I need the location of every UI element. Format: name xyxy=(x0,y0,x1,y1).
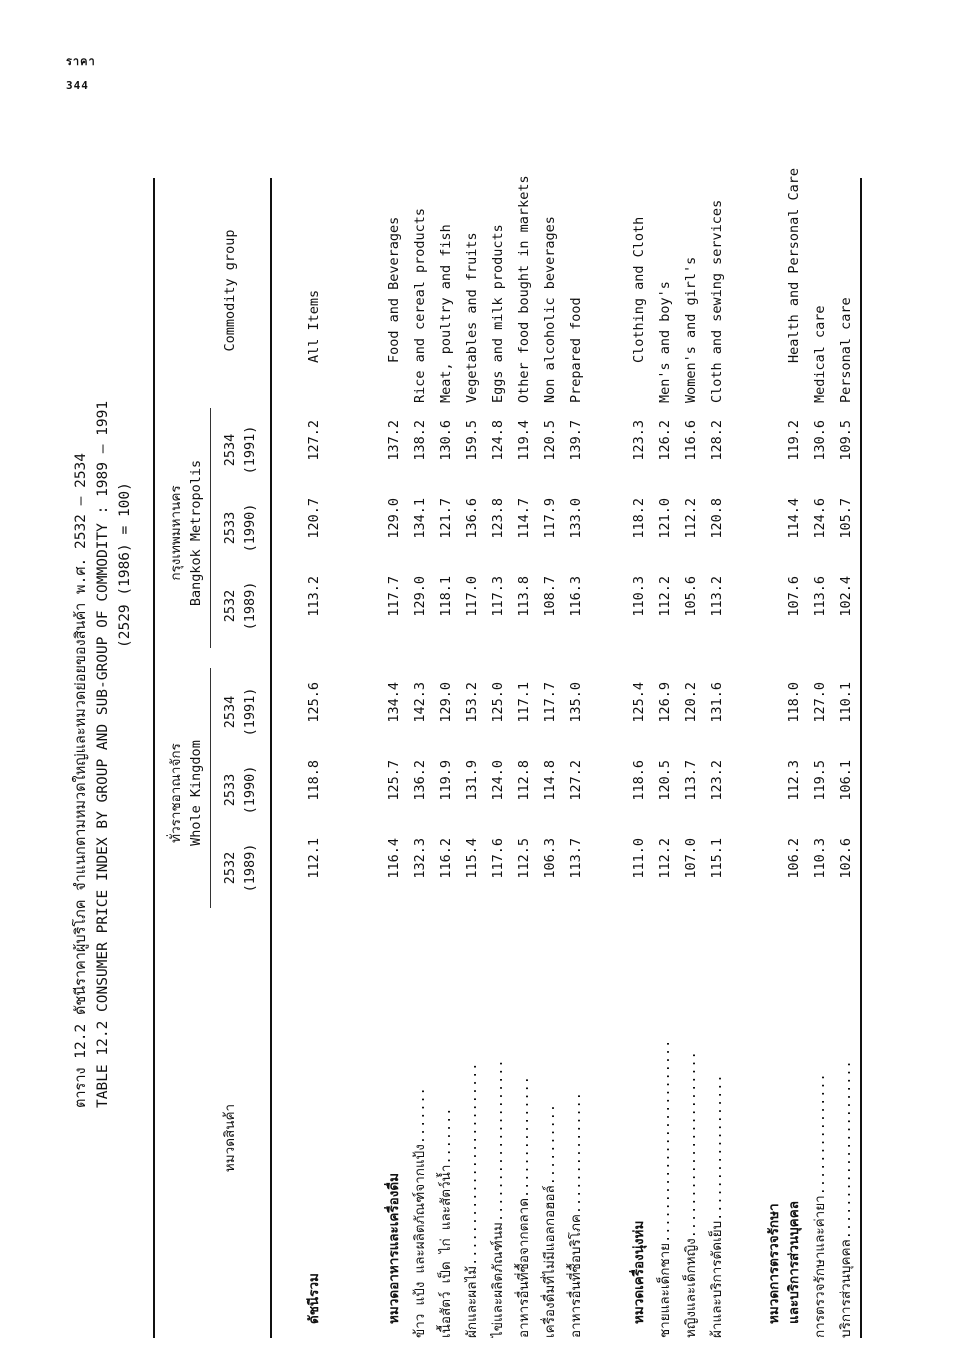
row-label-thai: ชายและเด็กชาย......................... xyxy=(657,1039,673,1338)
page-number: 344 xyxy=(66,79,89,92)
whole-kingdom-value: 112.5 xyxy=(516,838,532,879)
whole-kingdom-value: 107.0 xyxy=(683,838,699,879)
row-label-thai: ข้าว แป้ง และผลิตภัณฑ์จากแป้ง....... xyxy=(412,1087,428,1338)
year-header-1 xyxy=(220,750,260,830)
bangkok-value: 139.7 xyxy=(568,420,584,461)
row-label-english: Vegetables and fruits xyxy=(464,232,480,403)
bangkok-value: 130.6 xyxy=(438,420,454,461)
year-header-3 xyxy=(220,566,260,646)
row-label-english: Eggs and milk products xyxy=(490,224,506,403)
bangkok-value: 121.7 xyxy=(438,498,454,539)
bangkok-value: 113.6 xyxy=(812,576,828,617)
row-label-thai: ดัชนีรวม xyxy=(306,1273,322,1324)
whole-kingdom-value: 114.8 xyxy=(542,760,558,801)
whole-kingdom-value: 120.2 xyxy=(683,682,699,723)
whole-kingdom-value: 125.7 xyxy=(386,760,402,801)
row-label-thai: อาหารอื่นที่ซื้อจากตลาด............... xyxy=(516,1076,532,1338)
bangkok-value: 113.2 xyxy=(709,576,725,617)
whole-kingdom-value: 116.2 xyxy=(438,838,454,879)
bangkok-value: 120.8 xyxy=(709,498,725,539)
bangkok-value: 138.2 xyxy=(412,420,428,461)
row-label-english: Clothing and Cloth xyxy=(631,216,647,363)
bangkok-value: 117.0 xyxy=(464,576,480,617)
bangkok-value: 137.2 xyxy=(386,420,402,461)
bangkok-value: 130.6 xyxy=(812,420,828,461)
whole-kingdom-value: 110.3 xyxy=(812,838,828,879)
whole-kingdom-value: 106.3 xyxy=(542,838,558,879)
year-ad: (1989) xyxy=(242,581,258,631)
bangkok-value: 102.4 xyxy=(838,576,854,617)
bangkok-value: 107.6 xyxy=(786,576,802,617)
whole-kingdom-value: 125.0 xyxy=(490,682,506,723)
whole-kingdom-value: 135.0 xyxy=(568,682,584,723)
bangkok-value: 117.7 xyxy=(386,576,402,617)
header-bangkok-thai: กรุงเทพมหานคร xyxy=(168,485,184,581)
header-whole-kingdom-thai: ทั่วราชอาณาจักร xyxy=(168,743,184,843)
header-whole-kingdom-en: Whole Kingdom xyxy=(188,740,204,846)
bangkok-value: 121.0 xyxy=(657,498,673,539)
bangkok-value: 112.2 xyxy=(657,576,673,617)
whole-kingdom-value: 119.5 xyxy=(812,760,828,801)
header-left-col: หมวดสินค้า xyxy=(222,1103,238,1173)
bangkok-value: 114.7 xyxy=(516,498,532,539)
whole-kingdom-value: 117.1 xyxy=(516,682,532,723)
bangkok-value: 113.2 xyxy=(306,576,322,617)
year-header-0 xyxy=(220,828,260,908)
row-label-thai: และบริการส่วนบุคคล xyxy=(786,1200,802,1324)
whole-kingdom-value: 112.2 xyxy=(657,838,673,879)
whole-kingdom-value: 120.5 xyxy=(657,760,673,801)
whole-kingdom-value: 115.1 xyxy=(709,838,725,879)
bangkok-value: 112.2 xyxy=(683,498,699,539)
page-label: ราคา xyxy=(66,55,96,68)
bangkok-value: 119.2 xyxy=(786,420,802,461)
bangkok-value: 114.4 xyxy=(786,498,802,539)
row-label-thai: ไข่และผลิตภัณฑ์นม.................... xyxy=(490,1059,506,1338)
row-label-english: Food and Beverages xyxy=(386,216,402,363)
whole-kingdom-value: 131.6 xyxy=(709,682,725,723)
year-header-2 xyxy=(220,672,260,752)
row-label-english: Meat, poultry and fish xyxy=(438,224,454,403)
title-base-year: (2529 (1986) = 100) xyxy=(117,482,133,648)
whole-kingdom-value: 118.0 xyxy=(786,682,802,723)
row-label-thai: หมวดอาหารและเครื่องดื่ม xyxy=(386,1172,402,1324)
bangkok-value: 116.6 xyxy=(683,420,699,461)
header-bottom-rule xyxy=(270,178,272,1338)
whole-kingdom-value: 132.3 xyxy=(412,838,428,879)
whole-kingdom-value: 125.4 xyxy=(631,682,647,723)
page-header xyxy=(66,50,96,98)
whole-kingdom-value: 118.6 xyxy=(631,760,647,801)
year-ad: (1991) xyxy=(242,687,258,737)
bangkok-value: 116.3 xyxy=(568,576,584,617)
bangkok-value: 119.4 xyxy=(516,420,532,461)
year-ad: (1991) xyxy=(242,425,258,475)
bangkok-value: 129.0 xyxy=(412,576,428,617)
year-ad: (1989) xyxy=(242,843,258,893)
bangkok-value: 127.2 xyxy=(306,420,322,461)
bangkok-value: 124.8 xyxy=(490,420,506,461)
whole-kingdom-value: 126.9 xyxy=(657,682,673,723)
row-label-english: Personal care xyxy=(838,297,854,403)
row-label-thai: การตรวจรักษาและค่ายา............... xyxy=(812,1073,828,1338)
bangkok-value: 118.2 xyxy=(631,498,647,539)
whole-kingdom-value: 106.1 xyxy=(838,760,854,801)
row-label-thai: หญิงและเด็กหญิง....................... xyxy=(683,1051,699,1338)
whole-kingdom-value: 119.9 xyxy=(438,760,454,801)
bangkok-value: 124.6 xyxy=(812,498,828,539)
whole-kingdom-value: 142.3 xyxy=(412,682,428,723)
row-label-english: Health and Personal Care xyxy=(786,167,802,363)
whole-kingdom-value: 117.7 xyxy=(542,682,558,723)
whole-kingdom-value: 116.4 xyxy=(386,838,402,879)
row-label-thai: เครื่องดื่มที่ไม่มีแอลกอฮอล์.......... xyxy=(542,1103,558,1338)
row-label-thai: หมวดการตรวจรักษา xyxy=(766,1203,782,1324)
bangkok-value: 105.6 xyxy=(683,576,699,617)
whole-kingdom-value: 127.0 xyxy=(812,682,828,723)
year-ad: (1990) xyxy=(242,503,258,553)
whole-kingdom-value: 111.0 xyxy=(631,838,647,879)
bangkok-value: 123.8 xyxy=(490,498,506,539)
bangkok-value: 118.1 xyxy=(438,576,454,617)
year-be: 2533 xyxy=(222,773,238,807)
whole-kingdom-value: 112.1 xyxy=(306,838,322,879)
year-be: 2534 xyxy=(222,433,238,467)
row-label-english: Men's and boy's xyxy=(657,281,673,403)
bangkok-value: 133.0 xyxy=(568,498,584,539)
table-title xyxy=(70,208,136,1108)
bangkok-value: 134.1 xyxy=(412,498,428,539)
whole-kingdom-value: 153.2 xyxy=(464,682,480,723)
whole-kingdom-value: 113.7 xyxy=(568,838,584,879)
year-be: 2533 xyxy=(222,511,238,545)
top-rule xyxy=(153,178,155,1338)
whole-kingdom-value: 112.8 xyxy=(516,760,532,801)
bangkok-value: 109.5 xyxy=(838,420,854,461)
bangkok-value: 113.8 xyxy=(516,576,532,617)
whole-kingdom-value: 125.6 xyxy=(306,682,322,723)
bangkok-value: 129.0 xyxy=(386,498,402,539)
whole-kingdom-value: 102.6 xyxy=(838,838,854,879)
whole-kingdom-value: 106.2 xyxy=(786,838,802,879)
bangkok-value: 117.9 xyxy=(542,498,558,539)
bottom-rule xyxy=(860,178,862,1338)
whole-kingdom-value: 113.7 xyxy=(683,760,699,801)
bangkok-value: 128.2 xyxy=(709,420,725,461)
row-label-english: All Items xyxy=(306,289,322,363)
whole-kingdom-value: 136.2 xyxy=(412,760,428,801)
header-bangkok-en: Bangkok Metropolis xyxy=(188,459,204,607)
bangkok-value: 110.3 xyxy=(631,576,647,617)
year-header-5 xyxy=(220,410,260,490)
whole-kingdom-value: 127.2 xyxy=(568,760,584,801)
whole-kingdom-value: 112.3 xyxy=(786,760,802,801)
row-label-english: Prepared food xyxy=(568,297,584,403)
row-label-english: Medical care xyxy=(812,305,828,403)
row-label-thai: หมวดเครื่องนุ่งห่ม xyxy=(631,1220,647,1324)
whole-kingdom-value: 134.4 xyxy=(386,682,402,723)
whole-kingdom-value: 131.9 xyxy=(464,760,480,801)
rotated-table-sheet xyxy=(70,167,860,1338)
row-label-thai: ผักและผลไม้......................... xyxy=(464,1062,480,1338)
row-label-english: Cloth and sewing services xyxy=(709,199,725,403)
whole-kingdom-value: 124.0 xyxy=(490,760,506,801)
whole-kingdom-value: 117.6 xyxy=(490,838,506,879)
title-english: TABLE 12.2 CONSUMER PRICE INDEX BY GROUP AND SUB-GROUP OF COMMODITY : 1989 – 1991 xyxy=(95,400,111,1108)
whole-kingdom-value: 110.1 xyxy=(838,682,854,723)
header-right-col: Commodity group xyxy=(222,229,238,352)
whole-kingdom-value: 115.4 xyxy=(464,838,480,879)
title-thai: ตาราง 12.2 ดัชนีราคาผู้บริโภค จำแนกตามหมวดใหญ่และหมวดย่อยของสินค้า พ.ศ. 2532 – 2534 xyxy=(73,452,89,1108)
year-ad: (1990) xyxy=(242,765,258,815)
row-label-thai: ผ้าและบริการตัดเย็บ.................. xyxy=(709,1074,725,1338)
bangkok-rule xyxy=(210,408,211,648)
row-label-english: Women's and girl's xyxy=(683,256,699,403)
bangkok-value: 120.5 xyxy=(542,420,558,461)
bangkok-value: 120.7 xyxy=(306,498,322,539)
whole-kingdom-value: 123.2 xyxy=(709,760,725,801)
row-label-english: Other food bought in markets xyxy=(516,175,532,403)
row-label-thai: อาหารอื่นที่ซื้อบริโภค............... xyxy=(568,1092,584,1338)
bangkok-value: 117.3 xyxy=(490,576,506,617)
year-be: 2534 xyxy=(222,695,238,729)
year-be: 2532 xyxy=(222,589,238,623)
year-header-4 xyxy=(220,488,260,568)
whole-kingdom-value: 118.8 xyxy=(306,760,322,801)
bangkok-value: 108.7 xyxy=(542,576,558,617)
bangkok-value: 105.7 xyxy=(838,498,854,539)
bangkok-value: 159.5 xyxy=(464,420,480,461)
year-be: 2532 xyxy=(222,851,238,885)
whole-kingdom-rule xyxy=(210,668,211,908)
row-label-english: Non alcoholic beverages xyxy=(542,216,558,403)
whole-kingdom-value: 129.0 xyxy=(438,682,454,723)
row-label-english: Rice and cereal products xyxy=(412,207,428,403)
bangkok-value: 126.2 xyxy=(657,420,673,461)
row-label-thai: เนื้อสัตว์ เป็ด ไก่ และสัตว์น้ำ....... xyxy=(438,1107,454,1338)
bangkok-value: 136.6 xyxy=(464,498,480,539)
row-label-thai: บริการส่วนบุคคล...................... xyxy=(838,1060,854,1338)
bangkok-value: 123.3 xyxy=(631,420,647,461)
